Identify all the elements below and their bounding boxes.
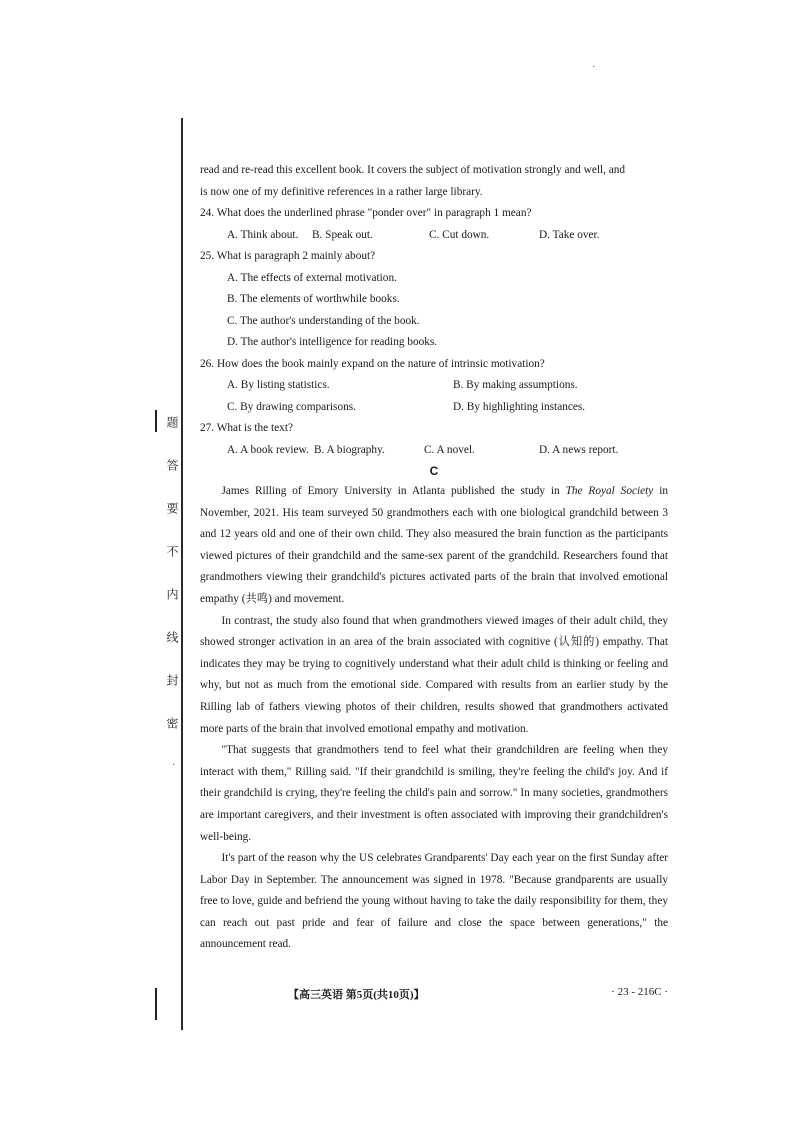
journal-title: The Royal Society <box>565 485 654 497</box>
binding-tick-bottom <box>155 988 157 1020</box>
scan-dot: · <box>592 62 596 73</box>
question-25-stem: 25. What is paragraph 2 mainly about? <box>200 250 376 262</box>
binding-char: 封 <box>165 674 179 686</box>
binding-char: 密 <box>165 717 179 729</box>
option-c: C. By drawing comparisons. <box>227 400 356 413</box>
passage-paragraph-3: "That suggests that grandmothers tend to feel what their grandchildren are feeling when they interact with them," Rilling said. "If their grandchild is smiling, they're feeling the child's joy. And if their grandchild is crying, they're feeling the child's pain and sorrow." In many societies, grandmothers are important caregivers, and their investment is often associated with improving their grandchildren's well-being. <box>200 744 668 843</box>
option-b: B. By making assumptions. <box>453 379 578 391</box>
paragraph-1-rest: in November, 2021. His team surveyed 50 grandmothers each with one biological grandchild between 3 and 12 years old and one of their own child. They also measured the brain function as the participants viewed pictures of their grandchild and the same-sex parent of the grandchild. Researchers found that grandmothers viewing their grandchild's pictures activated parts of the brain that involved emotional empathy (共鸣) and movement. <box>200 485 668 605</box>
option-d: D. A news report. <box>539 443 619 456</box>
binding-line <box>181 118 183 1030</box>
question-26-stem: 26. How does the book mainly expand on the nature of intrinsic motivation? <box>200 357 545 370</box>
option-a: A. By listing statistics. <box>227 379 330 391</box>
intro-line: is now one of my definitive references in a rather large library. <box>200 185 483 198</box>
option-d: D. Take over. <box>539 228 600 241</box>
footer-page-info: 【高三英语 第5页(共10页)】 <box>288 989 425 1001</box>
question-27-options <box>200 440 668 462</box>
question-24-stem: 24. What does the underlined phrase "ponder over" in paragraph 1 mean? <box>200 207 532 219</box>
question-24-options <box>200 225 668 247</box>
question-26-options-row2 <box>200 397 668 419</box>
scan-dot: · <box>172 760 176 771</box>
passage-paragraph-4: It's part of the reason why the US celebrates Grandparents' Day each year on the first Sunday after Labor Day in September. The announcement was signed in 1978. "Because grandparents are usually free to love, guide and befriend the young without having to take the daily responsibility for them, they can reach out past pride and fear of failure and close the space between generations," the announcement read. <box>200 852 668 951</box>
page-content <box>200 160 668 956</box>
option-a: A. A book review. <box>227 443 309 456</box>
option-a: A. The effects of external motivation. <box>227 271 397 284</box>
binding-char: 题 <box>165 416 179 428</box>
binding-margin-text <box>163 416 179 760</box>
option-b: B. Speak out. <box>312 228 373 241</box>
option-b: B. The elements of worthwhile books. <box>227 293 400 305</box>
section-c-heading: C <box>429 464 439 478</box>
question-27-stem: 27. What is the text? <box>200 422 293 434</box>
binding-char: 不 <box>165 545 179 557</box>
binding-char: 内 <box>165 588 179 600</box>
passage-paragraph-2: In contrast, the study also found that when grandmothers viewed images of their adult child, they showed stronger activation in an area of the brain associated with cognitive (认知的) empathy. That indicates they may be trying to cognitively understand what their adult child is thinking or feeling and why, but not as much from the emotional side. Compared with results from an earlier study by the Rilling lab of fathers viewing photos of their children, results showed that grandmothers activated more parts of the brain that involved emotional empathy and motivation. <box>200 614 668 735</box>
option-c: C. The author's understanding of the book. <box>227 314 420 327</box>
binding-char: 答 <box>165 459 179 471</box>
binding-tick-top <box>155 410 157 432</box>
binding-char: 要 <box>165 502 179 514</box>
intro-line: read and re-read this excellent book. It covers the subject of motivation strongly and well, and <box>200 164 626 176</box>
option-b: B. A biography. <box>314 443 385 456</box>
option-c: C. A novel. <box>424 443 475 456</box>
binding-char: 线 <box>165 631 179 643</box>
question-26-options-row1 <box>200 375 668 397</box>
option-a: A. Think about. <box>227 228 299 241</box>
paragraph-1-start: James Rilling of Emory University in Atlanta published the study in <box>221 485 566 497</box>
option-d: D. By highlighting instances. <box>453 400 586 413</box>
footer-code: · 23 - 216C · <box>611 986 668 998</box>
option-d: D. The author's intelligence for reading books. <box>227 336 438 348</box>
option-c: C. Cut down. <box>429 228 490 241</box>
passage-paragraph-1 <box>200 481 668 611</box>
